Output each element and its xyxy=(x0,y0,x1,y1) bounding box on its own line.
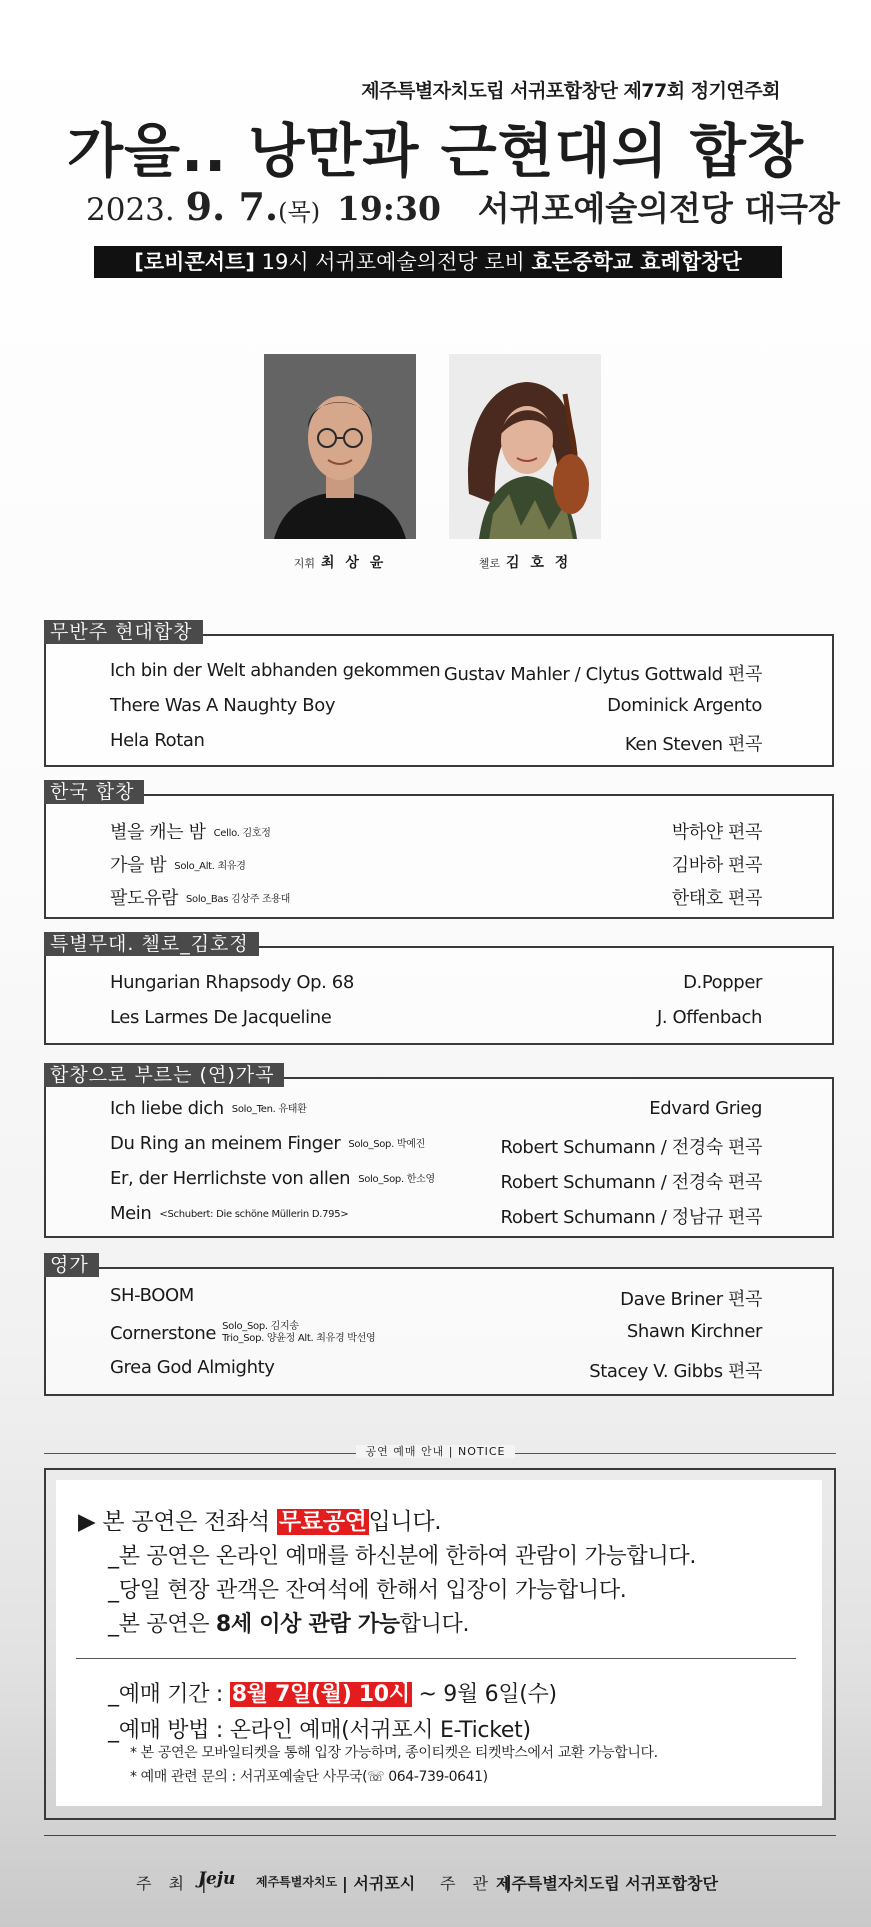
solo-credit: Solo_Ten. 유태환 xyxy=(231,1104,307,1115)
lobby-tag: [로비콘서트] xyxy=(134,250,255,274)
piece-title: Les Larmes De Jacqueline xyxy=(110,1007,332,1028)
host-org-jeju: 제주특별자치도 xyxy=(256,1875,338,1889)
program-row xyxy=(110,730,762,760)
piece-title: Ich liebe dich xyxy=(110,1098,224,1119)
piece-title: Mein xyxy=(110,1203,152,1224)
section-title: 특별무대. 첼로_김호정 xyxy=(44,932,259,956)
contact-note: * 예매 관련 문의 : 서귀포예술단 사무국(☏ 064-739-0641) xyxy=(130,1769,488,1785)
program-section-a-cappella xyxy=(44,621,834,767)
cellist-role: 첼로 xyxy=(478,557,500,570)
program-row xyxy=(110,1098,762,1128)
notice-heading xyxy=(0,1443,871,1459)
solo-credit: Cello. 김호정 xyxy=(213,828,271,839)
section-title: 영가 xyxy=(44,1253,99,1277)
conductor-role: 지휘 xyxy=(293,557,315,570)
reservation-period xyxy=(108,1677,557,1708)
piece-title: 별을 캐는 밤 xyxy=(110,822,206,843)
date-time-venue xyxy=(86,183,840,230)
program-section-art-songs xyxy=(44,1064,834,1238)
host-label: 주 최 | xyxy=(136,1874,213,1893)
piece-title: Cornerstone xyxy=(110,1323,217,1344)
notice-online-reservation: _본 공연은 온라인 예매를 하신분에 한하여 관람이 가능합니다. xyxy=(108,1544,697,1569)
notice-inner-divider xyxy=(76,1658,796,1659)
program-row xyxy=(110,695,762,725)
conductor-photo xyxy=(264,354,416,539)
program-section-cello-special xyxy=(44,933,834,1045)
conductor-caption xyxy=(240,552,440,572)
program-row xyxy=(110,851,762,881)
trio-credit: Trio_Sop. 양윤정 Alt. 최유경 박선영 xyxy=(222,1333,376,1344)
piece-title: SH-BOOM xyxy=(110,1285,194,1306)
footer-divider xyxy=(44,1835,836,1836)
concert-venue: 서귀포예술의전당 대극장 xyxy=(477,189,840,228)
notice-line1-pre: ▶ 본 공연은 전좌석 xyxy=(78,1509,277,1535)
solo-credit: Solo_Sop. 박예진 xyxy=(348,1139,425,1150)
solo-credit: Solo_Sop. 김지송 xyxy=(222,1321,299,1332)
jeju-logo: Jeju xyxy=(198,1869,236,1889)
composer: Robert Schumann / 정남규 편곡 xyxy=(500,1207,762,1228)
composer: Dave Briner 편곡 xyxy=(620,1289,762,1310)
ticket-note: * 본 공연은 모바일티켓을 통해 입장 가능하며, 종이티켓은 티켓박스에서 교환 가능합니다. xyxy=(130,1745,658,1761)
organizer-label: 주 관 | xyxy=(440,1874,517,1893)
cellist-photo xyxy=(449,354,601,539)
program-row xyxy=(110,1007,762,1037)
concert-time: 19:30 xyxy=(336,189,441,228)
solo-credit: Solo_Alt. 최유경 xyxy=(174,861,246,872)
program-row xyxy=(110,1321,762,1351)
composer: Edvard Grieg xyxy=(649,1098,762,1119)
solo-credit: <Schubert: Die schöne Müllerin D.795> xyxy=(159,1209,349,1220)
piece-title: 가을 밤 xyxy=(110,855,167,876)
composer: D.Popper xyxy=(683,972,762,993)
free-performance-highlight: 무료공연 xyxy=(278,1509,367,1535)
piece-title: Ich bin der Welt abhanden gekommen xyxy=(110,660,441,681)
notice-onsite-seats: _당일 현장 관객은 잔여석에 한해서 입장이 가능합니다. xyxy=(108,1578,627,1603)
date-weekday: (목) xyxy=(278,198,321,226)
lobby-group: 효돈중학교 효례합창단 xyxy=(531,250,742,274)
conductor-name: 최 상 윤 xyxy=(320,555,387,571)
composer: Robert Schumann / 전경숙 편곡 xyxy=(500,1172,762,1193)
composer: Stacey V. Gibbs 편곡 xyxy=(589,1361,762,1382)
piece-title: There Was A Naughty Boy xyxy=(110,695,336,716)
organizer-name: 제주특별자치도립 서귀포합창단 xyxy=(496,1874,718,1893)
composer: Dominick Argento xyxy=(607,695,762,716)
date-year: 2023. xyxy=(86,192,175,228)
section-title: 합창으로 부르는 (연)가곡 xyxy=(44,1063,284,1087)
program-section-korean-choral xyxy=(44,781,834,919)
age-limit-text: 8세 이상 관람 가능 xyxy=(215,1612,400,1637)
period-end: ~ 9월 6일(수) xyxy=(411,1682,557,1707)
notice-line4-post: 합니다. xyxy=(399,1612,470,1637)
notice-free-line xyxy=(78,1503,441,1536)
program-row xyxy=(110,1285,762,1315)
program-row xyxy=(110,1203,762,1233)
section-title: 무반주 현대합창 xyxy=(44,620,203,644)
notice-line1-post: 입니다. xyxy=(368,1509,442,1535)
lobby-concert-bar xyxy=(94,246,782,278)
piece-title: Er, der Herrlichste von allen xyxy=(110,1168,351,1189)
program-section-spirituals xyxy=(44,1254,834,1396)
composer: 김바하 편곡 xyxy=(671,855,762,876)
composer: 한태호 편곡 xyxy=(671,888,762,909)
cellist-caption xyxy=(425,552,625,572)
composer: Shawn Kirchner xyxy=(626,1321,762,1342)
program-row xyxy=(110,818,762,848)
program-row xyxy=(110,1168,762,1198)
program-row xyxy=(110,1357,762,1387)
period-label: _예매 기간 : xyxy=(108,1682,230,1707)
section-title: 한국 합창 xyxy=(44,780,144,804)
period-start-highlight: 8월 7일(월) 10시 xyxy=(231,1682,410,1707)
piece-title: 팔도유람 xyxy=(110,888,178,909)
concert-title: 가을.. 낭만과 근현대의 합창 xyxy=(67,117,804,185)
date-month-day: 9. 7. xyxy=(185,184,279,229)
composer: J. Offenbach xyxy=(656,1007,762,1028)
cellist-name: 김 호 정 xyxy=(505,555,572,571)
notice-heading-text: 공연 예매 안내 | NOTICE xyxy=(356,1445,516,1458)
composer: Robert Schumann / 전경숙 편곡 xyxy=(500,1137,762,1158)
piece-title: Grea God Almighty xyxy=(110,1357,275,1378)
program-row xyxy=(110,972,762,1002)
notice-line4-pre: _본 공연은 xyxy=(108,1612,216,1637)
host-org-seogwipo: | 서귀포시 xyxy=(342,1874,416,1893)
program-row xyxy=(110,660,762,690)
composer: Gustav Mahler / Clytus Gottwald 편곡 xyxy=(443,664,762,685)
notice-age-limit xyxy=(108,1607,469,1638)
piece-title: Hungarian Rhapsody Op. 68 xyxy=(110,972,354,993)
lobby-info: 19시 서귀포예술의전당 로비 xyxy=(261,250,525,274)
reservation-method: _예매 방법 : 온라인 예매(서귀포시 E-Ticket) xyxy=(108,1718,531,1743)
concert-subtitle: 제주특별자치도립 서귀포합창단 제77회 정기연주회 xyxy=(361,80,780,102)
piece-title: Du Ring an meinem Finger xyxy=(110,1133,341,1154)
piece-title: Hela Rotan xyxy=(110,730,205,751)
program-row xyxy=(110,1133,762,1163)
solo-credit: Solo_Bas 김상주 조용대 xyxy=(185,894,291,905)
program-row xyxy=(110,884,762,914)
solo-credit: Solo_Sop. 한소영 xyxy=(358,1174,435,1185)
composer: 박하얀 편곡 xyxy=(671,822,762,843)
composer: Ken Steven 편곡 xyxy=(624,734,762,755)
